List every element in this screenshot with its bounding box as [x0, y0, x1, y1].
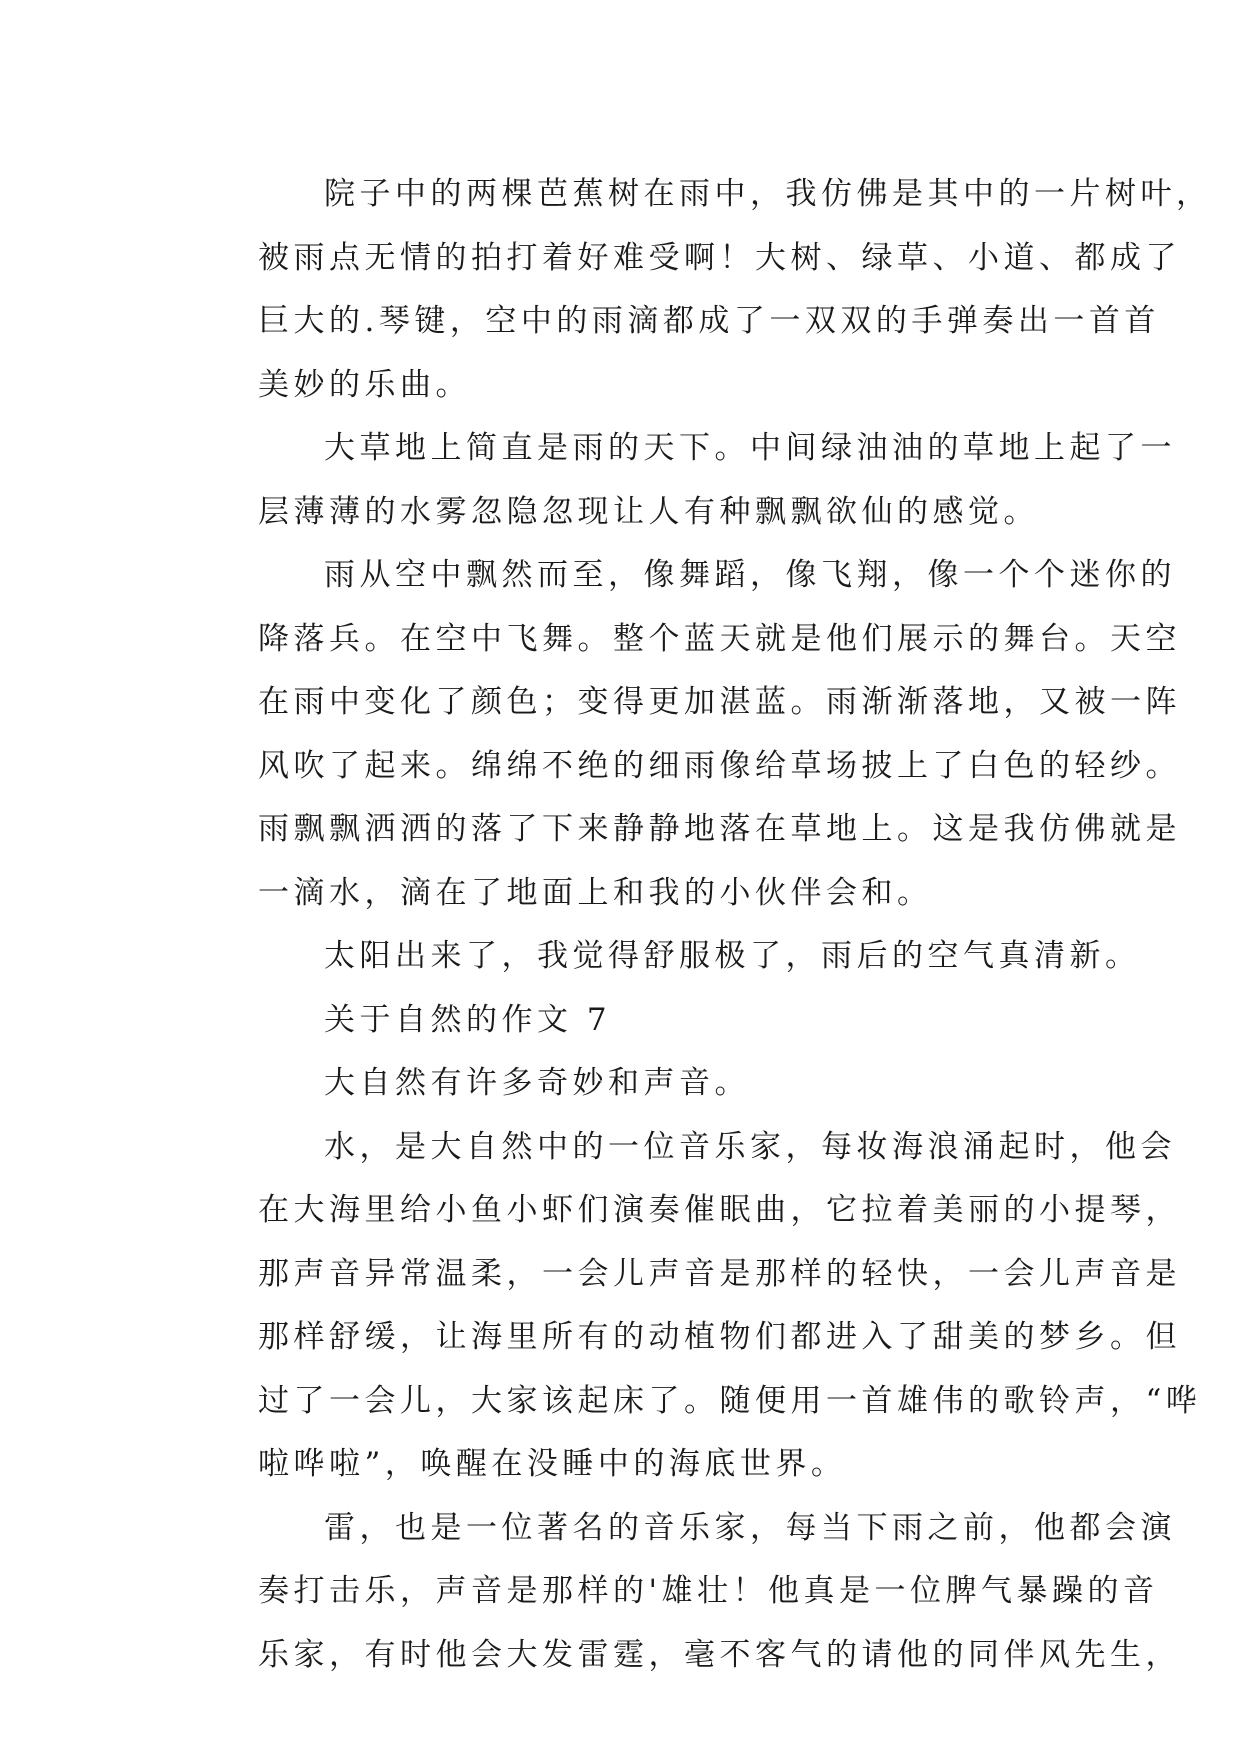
paragraph-sun-out — [192, 925, 1141, 989]
text-line: 风吹了起来。绵绵不绝的细雨像给草场披上了白色的轻纱。 — [258, 747, 1181, 784]
text-line: 层薄薄的水雾忽隐忽现让人有种飘飘欲仙的感觉。 — [258, 493, 1039, 530]
text-line: 雷，也是一位著名的音乐家，每当下雨之前，他都会演 — [324, 1509, 1176, 1546]
text-line: 巨大的.琴键，空中的雨滴都成了一双双的手弹奏出一首首 — [258, 303, 1160, 339]
text-line: 啦哗啦”，唤醒在没睡中的海底世界。 — [258, 1446, 847, 1482]
text-line: 那样舒缓，让海里所有的动植物们都进入了甜美的梦乡。但 — [258, 1319, 1181, 1355]
text-line: 过了一会儿，大家该起床了。随便用一首雄伟的歌铃声，“哗 — [258, 1382, 1202, 1419]
text-line: 美妙的乐曲。 — [258, 366, 471, 403]
document-body — [192, 163, 1212, 1687]
paragraph-water-musician — [192, 1116, 1202, 1497]
text-line: 太阳出来了，我觉得舒服极了，雨后的空气真清新。 — [324, 938, 1141, 974]
paragraph-banana-trees — [192, 163, 1212, 417]
text-line: 奏打击乐，声音是那样的'雄壮！他真是一位脾气暴躁的音 — [258, 1573, 1159, 1609]
text-line: 被雨点无情的拍打着好难受啊！大树、绿草、小道、都成了 — [258, 239, 1181, 276]
text-line: 雨飘飘洒洒的落了下来静静地落在草地上。这是我仿佛就是 — [258, 811, 1181, 847]
paragraph-nature-sounds — [192, 1052, 1072, 1116]
text-line: 大草地上简直是雨的天下。中间绿油油的草地上起了一 — [324, 430, 1176, 466]
text-line: 大自然有许多奇妙和声音。 — [324, 1065, 750, 1101]
text-line: 一滴水，滴在了地面上和我的小伙伴会和。 — [258, 874, 933, 911]
text-line: 降落兵。在空中飞舞。整个蓝天就是他们展示的舞台。天空 — [258, 620, 1181, 657]
text-line: 院子中的两棵芭蕉树在雨中，我仿佛是其中的一片树叶， — [324, 176, 1212, 212]
paragraph-thunder-musician — [192, 1497, 1181, 1688]
essay-heading — [192, 989, 1072, 1053]
text-line: 那声音异常温柔，一会儿声音是那样的轻快，一会儿声音是 — [258, 1255, 1181, 1292]
text-line: 雨从空中飘然而至，像舞蹈，像飞翔，像一个个迷你的 — [324, 557, 1176, 593]
text-line: 乐家，有时他会大发雷霆，毫不客气的请他的同伴风先生， — [258, 1636, 1181, 1673]
text-line: 关于自然的作文 7 — [324, 1001, 612, 1038]
text-line: 水，是大自然中的一位音乐家，每妆海浪涌起时，他会 — [324, 1128, 1176, 1165]
text-line: 在大海里给小鱼小虾们演奏催眠曲，它拉着美丽的小提琴， — [258, 1192, 1181, 1228]
paragraph-grassland — [192, 417, 1176, 544]
text-line: 在雨中变化了颜色；变得更加湛蓝。雨渐渐落地，又被一阵 — [258, 684, 1181, 720]
paragraph-rain-falling — [192, 544, 1181, 925]
